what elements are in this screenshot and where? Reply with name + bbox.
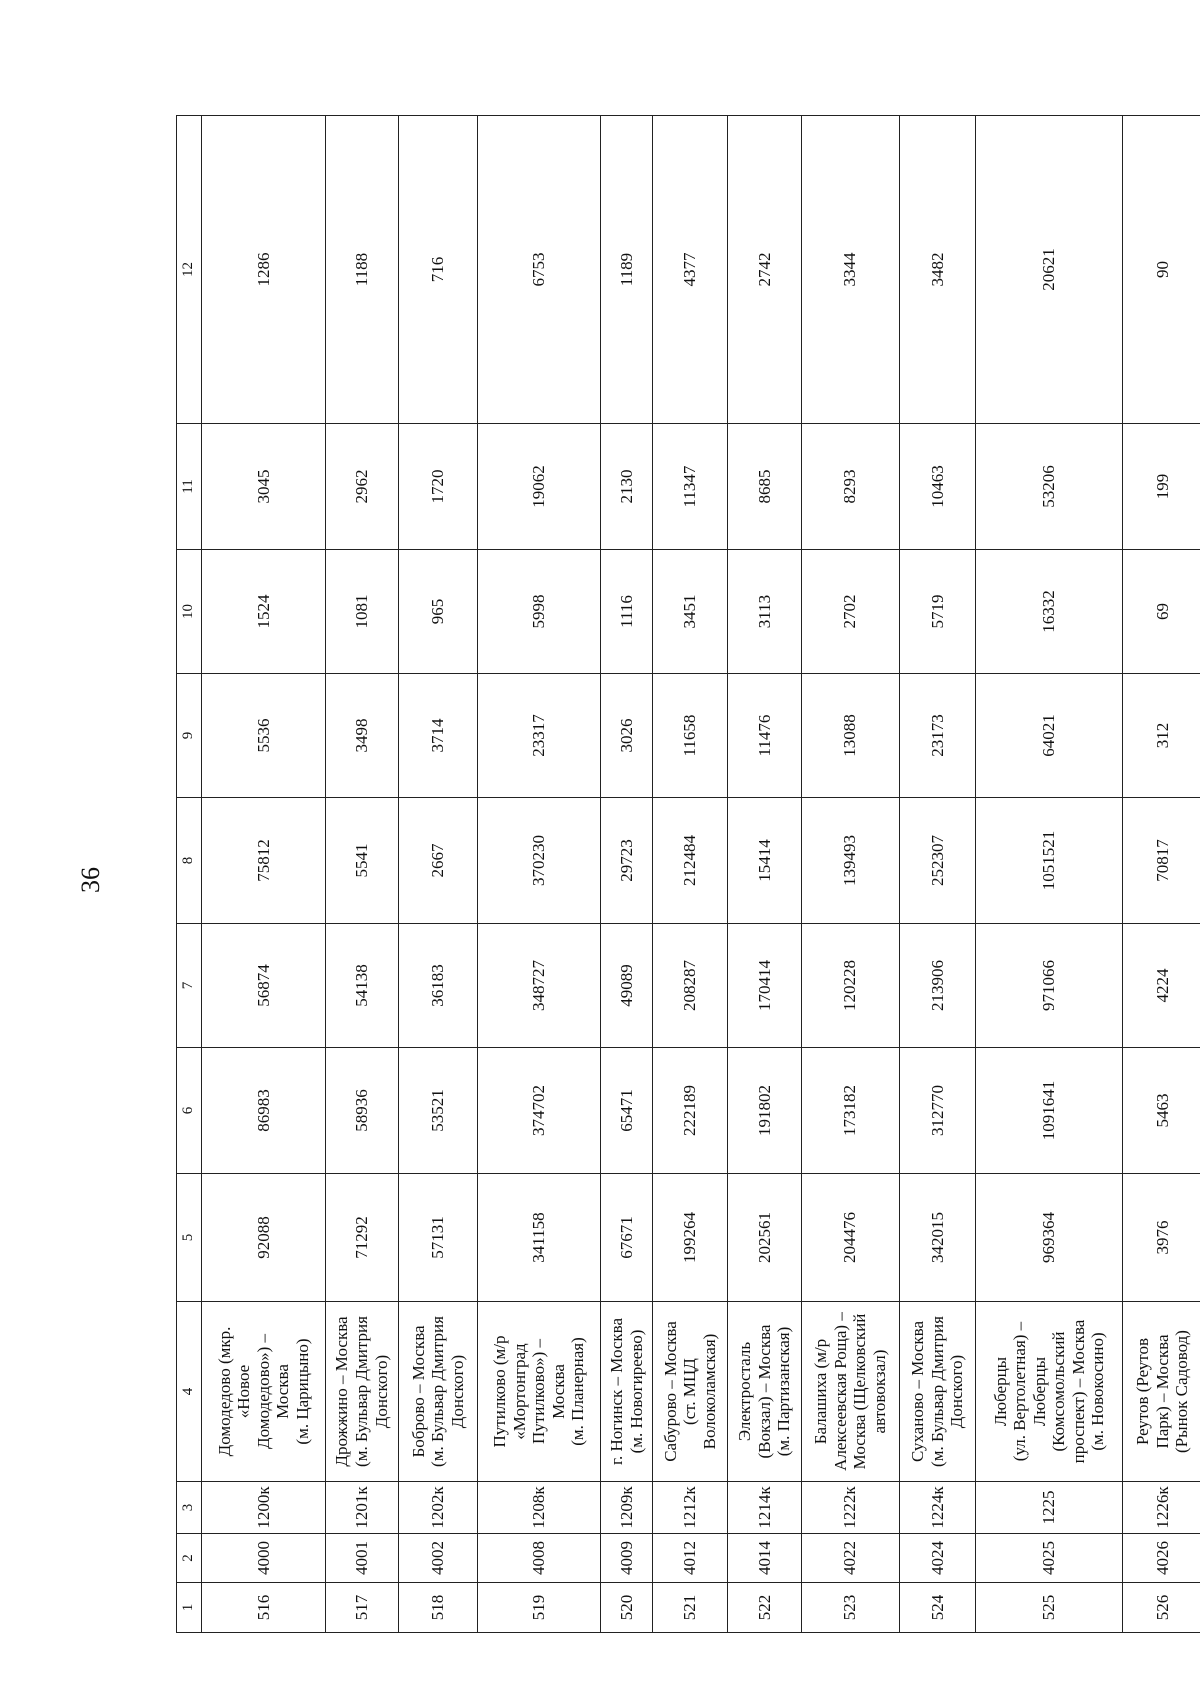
route-name: Боброво – Москва (м. Бульвар Дмитрия Донского) [398, 1302, 477, 1482]
table-cell: 348727 [477, 924, 601, 1048]
table-cell: 5463 [1122, 1048, 1200, 1174]
table-row [728, 116, 801, 1633]
table-cell: 92088 [202, 1174, 326, 1302]
table-row [801, 116, 899, 1633]
table-cell: 5536 [202, 674, 326, 798]
registry-number: 4025 [976, 1534, 1122, 1583]
table-cell: 1091641 [976, 1048, 1122, 1174]
table-cell: 1116 [601, 550, 652, 674]
route-number: 1202к [398, 1482, 477, 1534]
table-cell: 170414 [728, 924, 801, 1048]
column-header: 8 [177, 798, 202, 924]
table-row [202, 116, 326, 1633]
registry-number: 4022 [801, 1534, 899, 1583]
table-cell: 312 [1122, 674, 1200, 798]
column-header: 11 [177, 424, 202, 550]
row-number: 526 [1122, 1583, 1200, 1633]
data-table [176, 115, 1200, 1633]
table-cell: 312770 [899, 1048, 976, 1174]
registry-number: 4024 [899, 1534, 976, 1583]
row-number: 523 [801, 1583, 899, 1633]
column-header: 12 [177, 116, 202, 424]
table-cell: 69 [1122, 550, 1200, 674]
row-number: 524 [899, 1583, 976, 1633]
table-cell: 208287 [652, 924, 727, 1048]
table-cell: 56874 [202, 924, 326, 1048]
table-cell: 2702 [801, 550, 899, 674]
table-cell: 65471 [601, 1048, 652, 1174]
table-cell: 29723 [601, 798, 652, 924]
route-name: Домодедово (мкр. «Новое Домодедово») – Москва (м. Царицыно) [202, 1302, 326, 1482]
table-cell: 67671 [601, 1174, 652, 1302]
registry-number: 4009 [601, 1534, 652, 1583]
table-cell: 120228 [801, 924, 899, 1048]
column-header: 3 [177, 1482, 202, 1534]
route-name: Дрожжино – Москва (м. Бульвар Дмитрия Донского) [325, 1302, 398, 1482]
table-cell: 222189 [652, 1048, 727, 1174]
table-cell: 2962 [325, 424, 398, 550]
table-cell: 3344 [801, 116, 899, 424]
table-cell: 374702 [477, 1048, 601, 1174]
table-cell: 70817 [1122, 798, 1200, 924]
row-number: 518 [398, 1583, 477, 1633]
row-number: 520 [601, 1583, 652, 1633]
rotated-table-container [176, 116, 1200, 1633]
table-cell: 90 [1122, 116, 1200, 424]
route-number: 1226к [1122, 1482, 1200, 1534]
table-cell: 5998 [477, 550, 601, 674]
table-cell: 1286 [202, 116, 326, 424]
table-cell: 3451 [652, 550, 727, 674]
table-cell: 199 [1122, 424, 1200, 550]
table-cell: 213906 [899, 924, 976, 1048]
column-header: 4 [177, 1302, 202, 1482]
header-row [177, 116, 202, 1633]
page-number: 36 [76, 867, 105, 893]
table-cell: 1188 [325, 116, 398, 424]
table-row [899, 116, 976, 1633]
table-cell: 15414 [728, 798, 801, 924]
table-cell: 49089 [601, 924, 652, 1048]
column-header: 1 [177, 1583, 202, 1633]
table-cell: 3045 [202, 424, 326, 550]
route-number: 1222к [801, 1482, 899, 1534]
table-cell: 71292 [325, 1174, 398, 1302]
table-cell: 199264 [652, 1174, 727, 1302]
table-cell: 23317 [477, 674, 601, 798]
table-cell: 1051521 [976, 798, 1122, 924]
table-cell: 11347 [652, 424, 727, 550]
table-cell: 204476 [801, 1174, 899, 1302]
table-cell: 36183 [398, 924, 477, 1048]
table-cell: 16332 [976, 550, 1122, 674]
table-cell: 191802 [728, 1048, 801, 1174]
route-number: 1208к [477, 1482, 601, 1534]
route-name: Балашиха (м/р Алексеевская Роща) – Москва (Щелковский автовокзал) [801, 1302, 899, 1482]
table-cell: 19062 [477, 424, 601, 550]
table-cell: 3714 [398, 674, 477, 798]
table-cell: 20621 [976, 116, 1122, 424]
registry-number: 4008 [477, 1534, 601, 1583]
table-cell: 341158 [477, 1174, 601, 1302]
row-number: 522 [728, 1583, 801, 1633]
route-number: 1224к [899, 1482, 976, 1534]
row-number: 521 [652, 1583, 727, 1633]
table-cell: 53206 [976, 424, 1122, 550]
column-header: 10 [177, 550, 202, 674]
route-name: Электросталь (Вокзал) – Москва (м. Партизанская) [728, 1302, 801, 1482]
column-header: 6 [177, 1048, 202, 1174]
registry-number: 4014 [728, 1534, 801, 1583]
row-number: 525 [976, 1583, 1122, 1633]
route-number: 1200к [202, 1482, 326, 1534]
registry-number: 4002 [398, 1534, 477, 1583]
table-cell: 2742 [728, 116, 801, 424]
route-name: Путилково (м/р «Мортонград Путилково») – Москва (м. Планерная) [477, 1302, 601, 1482]
table-cell: 75812 [202, 798, 326, 924]
table-cell: 11658 [652, 674, 727, 798]
column-header: 5 [177, 1174, 202, 1302]
table-cell: 3482 [899, 116, 976, 424]
table-cell: 13088 [801, 674, 899, 798]
table-cell: 58936 [325, 1048, 398, 1174]
route-number: 1225 [976, 1482, 1122, 1534]
table-cell: 965 [398, 550, 477, 674]
table-cell: 252307 [899, 798, 976, 924]
registry-number: 4000 [202, 1534, 326, 1583]
table-cell: 6753 [477, 116, 601, 424]
table-cell: 716 [398, 116, 477, 424]
column-header: 9 [177, 674, 202, 798]
column-header: 7 [177, 924, 202, 1048]
route-name: Суханово – Москва (м. Бульвар Дмитрия Донского) [899, 1302, 976, 1482]
column-header: 2 [177, 1534, 202, 1583]
table-cell: 10463 [899, 424, 976, 550]
table-row [325, 116, 398, 1633]
table-row [652, 116, 727, 1633]
route-number: 1209к [601, 1482, 652, 1534]
table-cell: 3026 [601, 674, 652, 798]
table-cell: 11476 [728, 674, 801, 798]
route-number: 1212к [652, 1482, 727, 1534]
table-row [398, 116, 477, 1633]
table-cell: 2667 [398, 798, 477, 924]
table-cell: 64021 [976, 674, 1122, 798]
route-name: г. Ногинск – Москва (м. Новогиреево) [601, 1302, 652, 1482]
route-name: Люберцы (ул. Вертолетная) – Люберцы (Комсомольский проспект) – Москва (м. Новокосино) [976, 1302, 1122, 1482]
table-cell: 23173 [899, 674, 976, 798]
table-row [477, 116, 601, 1633]
table-cell: 54138 [325, 924, 398, 1048]
table-row [601, 116, 652, 1633]
table-cell: 4377 [652, 116, 727, 424]
route-name: Реутов (Реутов Парк) – Москва (Рынок Садовод) [1122, 1302, 1200, 1482]
table-cell: 1720 [398, 424, 477, 550]
table-cell: 971066 [976, 924, 1122, 1048]
route-number: 1201к [325, 1482, 398, 1534]
table-cell: 57131 [398, 1174, 477, 1302]
registry-number: 4001 [325, 1534, 398, 1583]
table-cell: 53521 [398, 1048, 477, 1174]
table-cell: 342015 [899, 1174, 976, 1302]
table-cell: 86983 [202, 1048, 326, 1174]
table-cell: 5719 [899, 550, 976, 674]
route-name: Сабурово – Москва (ст. МЦД Волоколамская) [652, 1302, 727, 1482]
table-row [976, 116, 1122, 1633]
table-cell: 3976 [1122, 1174, 1200, 1302]
table-cell: 1524 [202, 550, 326, 674]
registry-number: 4026 [1122, 1534, 1200, 1583]
table-cell: 3113 [728, 550, 801, 674]
table-cell: 370230 [477, 798, 601, 924]
row-number: 516 [202, 1583, 326, 1633]
table-cell: 1081 [325, 550, 398, 674]
table-cell: 3498 [325, 674, 398, 798]
table-cell: 4224 [1122, 924, 1200, 1048]
registry-number: 4012 [652, 1534, 727, 1583]
table-cell: 1189 [601, 116, 652, 424]
table-cell: 2130 [601, 424, 652, 550]
table-cell: 8293 [801, 424, 899, 550]
table-cell: 173182 [801, 1048, 899, 1174]
table-cell: 969364 [976, 1174, 1122, 1302]
table-cell: 202561 [728, 1174, 801, 1302]
table-cell: 212484 [652, 798, 727, 924]
table-cell: 8685 [728, 424, 801, 550]
table-cell: 5541 [325, 798, 398, 924]
table-cell: 139493 [801, 798, 899, 924]
row-number: 517 [325, 1583, 398, 1633]
row-number: 519 [477, 1583, 601, 1633]
route-number: 1214к [728, 1482, 801, 1534]
table-row [1122, 116, 1200, 1633]
